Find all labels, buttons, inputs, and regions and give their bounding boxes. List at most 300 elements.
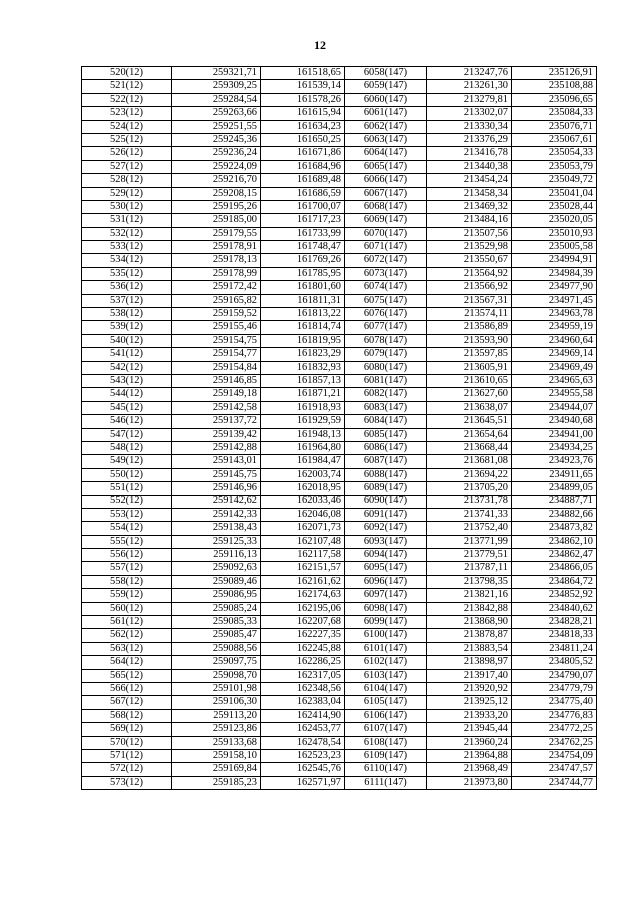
cell-point-id: 6073(147) — [345, 267, 427, 280]
cell-x-coordinate: 213925,12 — [427, 696, 512, 709]
cell-y-coordinate: 234811,24 — [512, 642, 597, 655]
table-row — [82, 736, 597, 749]
table-row — [82, 415, 597, 428]
cell-point-id: 6060(147) — [345, 93, 427, 106]
cell-y-coordinate: 235126,91 — [512, 67, 597, 80]
cell-x-coordinate: 213566,92 — [427, 281, 512, 294]
cell-y-coordinate: 235054,33 — [512, 147, 597, 160]
cell-x-coordinate: 259224,09 — [172, 160, 261, 173]
cell-y-coordinate: 234747,57 — [512, 763, 597, 776]
cell-y-coordinate: 235076,71 — [512, 120, 597, 133]
cell-y-coordinate: 161814,74 — [261, 321, 345, 334]
table-row — [82, 575, 597, 588]
cell-y-coordinate: 234969,14 — [512, 348, 597, 361]
cell-y-coordinate: 162478,54 — [261, 736, 345, 749]
cell-point-id: 6071(147) — [345, 241, 427, 254]
cell-point-id: 524(12) — [82, 120, 172, 133]
cell-x-coordinate: 213668,44 — [427, 441, 512, 454]
cell-point-id: 540(12) — [82, 334, 172, 347]
table-row — [82, 669, 597, 682]
table-row — [82, 160, 597, 173]
cell-y-coordinate: 235005,58 — [512, 241, 597, 254]
cell-point-id: 6080(147) — [345, 361, 427, 374]
cell-y-coordinate: 161689,48 — [261, 174, 345, 187]
cell-point-id: 571(12) — [82, 749, 172, 762]
table-row — [82, 455, 597, 468]
cell-x-coordinate: 259309,25 — [172, 80, 261, 93]
cell-y-coordinate: 234941,00 — [512, 428, 597, 441]
cell-y-coordinate: 234965,63 — [512, 374, 597, 387]
cell-point-id: 6075(147) — [345, 294, 427, 307]
cell-point-id: 535(12) — [82, 267, 172, 280]
cell-point-id: 6086(147) — [345, 441, 427, 454]
cell-x-coordinate: 259113,20 — [172, 709, 261, 722]
cell-x-coordinate: 213484,16 — [427, 214, 512, 227]
cell-point-id: 6082(147) — [345, 388, 427, 401]
table-row — [82, 254, 597, 267]
cell-x-coordinate: 259142,62 — [172, 495, 261, 508]
cell-x-coordinate: 259142,58 — [172, 401, 261, 414]
cell-x-coordinate: 259159,52 — [172, 308, 261, 321]
cell-x-coordinate: 213787,11 — [427, 562, 512, 575]
cell-x-coordinate: 213593,90 — [427, 334, 512, 347]
cell-point-id: 6066(147) — [345, 174, 427, 187]
cell-point-id: 6105(147) — [345, 696, 427, 709]
cell-point-id: 522(12) — [82, 93, 172, 106]
cell-point-id: 6101(147) — [345, 642, 427, 655]
coordinates-table-body — [82, 67, 597, 790]
cell-x-coordinate: 213586,89 — [427, 321, 512, 334]
cell-y-coordinate: 161539,14 — [261, 80, 345, 93]
cell-x-coordinate: 259154,84 — [172, 361, 261, 374]
cell-point-id: 6070(147) — [345, 227, 427, 240]
table-row — [82, 267, 597, 280]
table-row — [82, 214, 597, 227]
table-row — [82, 281, 597, 294]
cell-y-coordinate: 161785,95 — [261, 267, 345, 280]
cell-point-id: 547(12) — [82, 428, 172, 441]
cell-y-coordinate: 234882,66 — [512, 508, 597, 521]
cell-y-coordinate: 234775,40 — [512, 696, 597, 709]
cell-y-coordinate: 162161,62 — [261, 575, 345, 588]
cell-point-id: 544(12) — [82, 388, 172, 401]
table-row — [82, 589, 597, 602]
cell-y-coordinate: 161717,23 — [261, 214, 345, 227]
cell-x-coordinate: 213330,34 — [427, 120, 512, 133]
cell-y-coordinate: 234934,25 — [512, 441, 597, 454]
cell-x-coordinate: 259178,13 — [172, 254, 261, 267]
cell-point-id: 560(12) — [82, 602, 172, 615]
cell-point-id: 6079(147) — [345, 348, 427, 361]
cell-point-id: 6095(147) — [345, 562, 427, 575]
table-row — [82, 133, 597, 146]
table-row — [82, 508, 597, 521]
cell-x-coordinate: 259133,68 — [172, 736, 261, 749]
cell-point-id: 6059(147) — [345, 80, 427, 93]
cell-y-coordinate: 234762,25 — [512, 736, 597, 749]
cell-x-coordinate: 259142,33 — [172, 508, 261, 521]
cell-y-coordinate: 161813,22 — [261, 308, 345, 321]
cell-x-coordinate: 259092,63 — [172, 562, 261, 575]
cell-y-coordinate: 162018,95 — [261, 482, 345, 495]
cell-x-coordinate: 213654,64 — [427, 428, 512, 441]
cell-point-id: 534(12) — [82, 254, 172, 267]
cell-x-coordinate: 213574,11 — [427, 308, 512, 321]
cell-x-coordinate: 213605,91 — [427, 361, 512, 374]
cell-point-id: 6065(147) — [345, 160, 427, 173]
cell-x-coordinate: 259086,95 — [172, 589, 261, 602]
cell-y-coordinate: 235108,88 — [512, 80, 597, 93]
cell-point-id: 564(12) — [82, 656, 172, 669]
cell-y-coordinate: 162348,56 — [261, 682, 345, 695]
table-row — [82, 776, 597, 789]
cell-x-coordinate: 213550,67 — [427, 254, 512, 267]
cell-x-coordinate: 259169,84 — [172, 763, 261, 776]
cell-x-coordinate: 259098,70 — [172, 669, 261, 682]
table-row — [82, 482, 597, 495]
cell-x-coordinate: 259101,98 — [172, 682, 261, 695]
cell-x-coordinate: 259263,66 — [172, 107, 261, 120]
cell-point-id: 555(12) — [82, 535, 172, 548]
cell-x-coordinate: 213878,87 — [427, 629, 512, 642]
cell-point-id: 6096(147) — [345, 575, 427, 588]
cell-x-coordinate: 259085,47 — [172, 629, 261, 642]
cell-x-coordinate: 259251,55 — [172, 120, 261, 133]
cell-y-coordinate: 235096,65 — [512, 93, 597, 106]
cell-y-coordinate: 161733,99 — [261, 227, 345, 240]
cell-point-id: 6104(147) — [345, 682, 427, 695]
cell-x-coordinate: 213247,76 — [427, 67, 512, 80]
cell-point-id: 6102(147) — [345, 656, 427, 669]
cell-x-coordinate: 213627,60 — [427, 388, 512, 401]
table-row — [82, 763, 597, 776]
cell-x-coordinate: 213302,07 — [427, 107, 512, 120]
cell-x-coordinate: 213920,92 — [427, 682, 512, 695]
cell-x-coordinate: 259208,15 — [172, 187, 261, 200]
table-row — [82, 227, 597, 240]
cell-point-id: 539(12) — [82, 321, 172, 334]
cell-x-coordinate: 213798,35 — [427, 575, 512, 588]
cell-point-id: 6069(147) — [345, 214, 427, 227]
cell-point-id: 532(12) — [82, 227, 172, 240]
cell-x-coordinate: 259123,86 — [172, 723, 261, 736]
cell-point-id: 543(12) — [82, 374, 172, 387]
cell-point-id: 520(12) — [82, 67, 172, 80]
cell-point-id: 6107(147) — [345, 723, 427, 736]
cell-y-coordinate: 234805,52 — [512, 656, 597, 669]
cell-point-id: 6076(147) — [345, 308, 427, 321]
cell-y-coordinate: 234790,07 — [512, 669, 597, 682]
table-row — [82, 67, 597, 80]
cell-x-coordinate: 213681,08 — [427, 455, 512, 468]
cell-x-coordinate: 213705,20 — [427, 482, 512, 495]
cell-x-coordinate: 259138,43 — [172, 522, 261, 535]
cell-y-coordinate: 234866,05 — [512, 562, 597, 575]
cell-point-id: 523(12) — [82, 107, 172, 120]
cell-x-coordinate: 213597,85 — [427, 348, 512, 361]
cell-point-id: 554(12) — [82, 522, 172, 535]
cell-x-coordinate: 213731,78 — [427, 495, 512, 508]
cell-point-id: 529(12) — [82, 187, 172, 200]
cell-x-coordinate: 213694,22 — [427, 468, 512, 481]
cell-point-id: 572(12) — [82, 763, 172, 776]
cell-y-coordinate: 162227,35 — [261, 629, 345, 642]
cell-y-coordinate: 162071,73 — [261, 522, 345, 535]
cell-y-coordinate: 161634,23 — [261, 120, 345, 133]
cell-y-coordinate: 162523,23 — [261, 749, 345, 762]
cell-x-coordinate: 213458,34 — [427, 187, 512, 200]
table-row — [82, 562, 597, 575]
cell-x-coordinate: 213261,30 — [427, 80, 512, 93]
table-row — [82, 602, 597, 615]
cell-y-coordinate: 162174,63 — [261, 589, 345, 602]
table-row — [82, 294, 597, 307]
cell-y-coordinate: 162317,05 — [261, 669, 345, 682]
table-row — [82, 187, 597, 200]
cell-y-coordinate: 161684,96 — [261, 160, 345, 173]
cell-x-coordinate: 213868,90 — [427, 616, 512, 629]
cell-point-id: 6110(147) — [345, 763, 427, 776]
cell-point-id: 6061(147) — [345, 107, 427, 120]
cell-x-coordinate: 213638,07 — [427, 401, 512, 414]
cell-x-coordinate: 259216,70 — [172, 174, 261, 187]
cell-point-id: 6087(147) — [345, 455, 427, 468]
cell-x-coordinate: 213454,24 — [427, 174, 512, 187]
cell-y-coordinate: 235010,93 — [512, 227, 597, 240]
cell-point-id: 553(12) — [82, 508, 172, 521]
cell-point-id: 551(12) — [82, 482, 172, 495]
cell-point-id: 6094(147) — [345, 549, 427, 562]
cell-point-id: 563(12) — [82, 642, 172, 655]
cell-y-coordinate: 162414,90 — [261, 709, 345, 722]
cell-point-id: 568(12) — [82, 709, 172, 722]
table-row — [82, 656, 597, 669]
cell-x-coordinate: 213960,24 — [427, 736, 512, 749]
cell-point-id: 6068(147) — [345, 200, 427, 213]
cell-x-coordinate: 259284,54 — [172, 93, 261, 106]
cell-y-coordinate: 161671,86 — [261, 147, 345, 160]
table-row — [82, 80, 597, 93]
table-row — [82, 682, 597, 695]
cell-point-id: 6098(147) — [345, 602, 427, 615]
cell-x-coordinate: 259088,56 — [172, 642, 261, 655]
cell-y-coordinate: 161984,47 — [261, 455, 345, 468]
cell-point-id: 6062(147) — [345, 120, 427, 133]
cell-x-coordinate: 213416,78 — [427, 147, 512, 160]
cell-point-id: 561(12) — [82, 616, 172, 629]
cell-x-coordinate: 213898,97 — [427, 656, 512, 669]
cell-point-id: 558(12) — [82, 575, 172, 588]
cell-y-coordinate: 234994,91 — [512, 254, 597, 267]
cell-y-coordinate: 234923,76 — [512, 455, 597, 468]
cell-x-coordinate: 259137,72 — [172, 415, 261, 428]
cell-y-coordinate: 161929,59 — [261, 415, 345, 428]
cell-point-id: 6064(147) — [345, 147, 427, 160]
cell-point-id: 549(12) — [82, 455, 172, 468]
cell-x-coordinate: 213821,16 — [427, 589, 512, 602]
cell-x-coordinate: 213440,38 — [427, 160, 512, 173]
cell-y-coordinate: 161964,80 — [261, 441, 345, 454]
cell-x-coordinate: 213779,51 — [427, 549, 512, 562]
cell-point-id: 6106(147) — [345, 709, 427, 722]
cell-y-coordinate: 234873,82 — [512, 522, 597, 535]
cell-point-id: 556(12) — [82, 549, 172, 562]
cell-x-coordinate: 213883,54 — [427, 642, 512, 655]
cell-y-coordinate: 234864,72 — [512, 575, 597, 588]
cell-x-coordinate: 213771,99 — [427, 535, 512, 548]
cell-y-coordinate: 235028,44 — [512, 200, 597, 213]
table-row — [82, 308, 597, 321]
cell-x-coordinate: 213567,31 — [427, 294, 512, 307]
cell-y-coordinate: 161819,95 — [261, 334, 345, 347]
cell-y-coordinate: 234899,05 — [512, 482, 597, 495]
table-row — [82, 120, 597, 133]
cell-x-coordinate: 259125,33 — [172, 535, 261, 548]
cell-y-coordinate: 162207,68 — [261, 616, 345, 629]
cell-point-id: 538(12) — [82, 308, 172, 321]
cell-point-id: 6088(147) — [345, 468, 427, 481]
table-row — [82, 93, 597, 106]
cell-point-id: 542(12) — [82, 361, 172, 374]
cell-y-coordinate: 234940,68 — [512, 415, 597, 428]
cell-y-coordinate: 234887,71 — [512, 495, 597, 508]
cell-y-coordinate: 161811,31 — [261, 294, 345, 307]
cell-y-coordinate: 234944,07 — [512, 401, 597, 414]
cell-y-coordinate: 235041,04 — [512, 187, 597, 200]
table-row — [82, 696, 597, 709]
cell-y-coordinate: 234772,25 — [512, 723, 597, 736]
cell-point-id: 6058(147) — [345, 67, 427, 80]
table-row — [82, 361, 597, 374]
cell-point-id: 546(12) — [82, 415, 172, 428]
cell-y-coordinate: 161748,47 — [261, 241, 345, 254]
cell-point-id: 570(12) — [82, 736, 172, 749]
cell-point-id: 6093(147) — [345, 535, 427, 548]
cell-x-coordinate: 259089,46 — [172, 575, 261, 588]
cell-y-coordinate: 162245,88 — [261, 642, 345, 655]
cell-x-coordinate: 213564,92 — [427, 267, 512, 280]
cell-point-id: 6090(147) — [345, 495, 427, 508]
cell-x-coordinate: 259195,26 — [172, 200, 261, 213]
cell-x-coordinate: 213741,33 — [427, 508, 512, 521]
cell-x-coordinate: 213842,88 — [427, 602, 512, 615]
cell-y-coordinate: 161918,93 — [261, 401, 345, 414]
cell-x-coordinate: 259321,71 — [172, 67, 261, 80]
cell-y-coordinate: 234840,62 — [512, 602, 597, 615]
cell-x-coordinate: 213964,88 — [427, 749, 512, 762]
cell-point-id: 6085(147) — [345, 428, 427, 441]
cell-point-id: 566(12) — [82, 682, 172, 695]
table-row — [82, 629, 597, 642]
cell-y-coordinate: 234969,49 — [512, 361, 597, 374]
table-row — [82, 147, 597, 160]
cell-x-coordinate: 259149,18 — [172, 388, 261, 401]
cell-x-coordinate: 259165,82 — [172, 294, 261, 307]
cell-point-id: 536(12) — [82, 281, 172, 294]
cell-point-id: 537(12) — [82, 294, 172, 307]
cell-y-coordinate: 234862,47 — [512, 549, 597, 562]
cell-x-coordinate: 213933,20 — [427, 709, 512, 722]
cell-x-coordinate: 259236,24 — [172, 147, 261, 160]
cell-y-coordinate: 162571,97 — [261, 776, 345, 789]
cell-x-coordinate: 259154,77 — [172, 348, 261, 361]
cell-x-coordinate: 259185,23 — [172, 776, 261, 789]
cell-point-id: 6084(147) — [345, 415, 427, 428]
cell-point-id: 573(12) — [82, 776, 172, 789]
cell-x-coordinate: 213968,49 — [427, 763, 512, 776]
cell-y-coordinate: 161823,29 — [261, 348, 345, 361]
cell-point-id: 530(12) — [82, 200, 172, 213]
cell-point-id: 6078(147) — [345, 334, 427, 347]
cell-point-id: 552(12) — [82, 495, 172, 508]
cell-x-coordinate: 259179,55 — [172, 227, 261, 240]
cell-point-id: 569(12) — [82, 723, 172, 736]
cell-x-coordinate: 213376,29 — [427, 133, 512, 146]
table-row — [82, 616, 597, 629]
cell-y-coordinate: 162545,76 — [261, 763, 345, 776]
table-row — [82, 334, 597, 347]
cell-x-coordinate: 259146,96 — [172, 482, 261, 495]
table-row — [82, 321, 597, 334]
cell-x-coordinate: 213645,51 — [427, 415, 512, 428]
cell-y-coordinate: 234852,92 — [512, 589, 597, 602]
cell-y-coordinate: 161700,07 — [261, 200, 345, 213]
cell-point-id: 6111(147) — [345, 776, 427, 789]
cell-y-coordinate: 162033,46 — [261, 495, 345, 508]
cell-point-id: 6074(147) — [345, 281, 427, 294]
cell-x-coordinate: 259145,75 — [172, 468, 261, 481]
cell-y-coordinate: 161518,65 — [261, 67, 345, 80]
table-row — [82, 174, 597, 187]
table-row — [82, 642, 597, 655]
cell-point-id: 528(12) — [82, 174, 172, 187]
cell-point-id: 533(12) — [82, 241, 172, 254]
cell-y-coordinate: 234955,58 — [512, 388, 597, 401]
cell-x-coordinate: 259154,75 — [172, 334, 261, 347]
table-row — [82, 709, 597, 722]
cell-y-coordinate: 234963,78 — [512, 308, 597, 321]
cell-y-coordinate: 162117,58 — [261, 549, 345, 562]
cell-x-coordinate: 259142,88 — [172, 441, 261, 454]
cell-point-id: 541(12) — [82, 348, 172, 361]
table-row — [82, 374, 597, 387]
cell-x-coordinate: 259139,42 — [172, 428, 261, 441]
cell-point-id: 6103(147) — [345, 669, 427, 682]
table-row — [82, 107, 597, 120]
cell-y-coordinate: 235049,72 — [512, 174, 597, 187]
cell-y-coordinate: 161615,94 — [261, 107, 345, 120]
cell-x-coordinate: 259178,99 — [172, 267, 261, 280]
cell-x-coordinate: 213973,80 — [427, 776, 512, 789]
cell-y-coordinate: 161650,25 — [261, 133, 345, 146]
cell-x-coordinate: 213945,44 — [427, 723, 512, 736]
cell-point-id: 6072(147) — [345, 254, 427, 267]
cell-point-id: 6108(147) — [345, 736, 427, 749]
table-row — [82, 348, 597, 361]
cell-x-coordinate: 259085,24 — [172, 602, 261, 615]
table-row — [82, 549, 597, 562]
cell-x-coordinate: 213529,98 — [427, 241, 512, 254]
cell-y-coordinate: 161948,13 — [261, 428, 345, 441]
cell-point-id: 6097(147) — [345, 589, 427, 602]
cell-x-coordinate: 259178,91 — [172, 241, 261, 254]
cell-x-coordinate: 259245,36 — [172, 133, 261, 146]
cell-x-coordinate: 259172,42 — [172, 281, 261, 294]
table-row — [82, 495, 597, 508]
cell-point-id: 6089(147) — [345, 482, 427, 495]
cell-y-coordinate: 162453,77 — [261, 723, 345, 736]
cell-x-coordinate: 259158,10 — [172, 749, 261, 762]
